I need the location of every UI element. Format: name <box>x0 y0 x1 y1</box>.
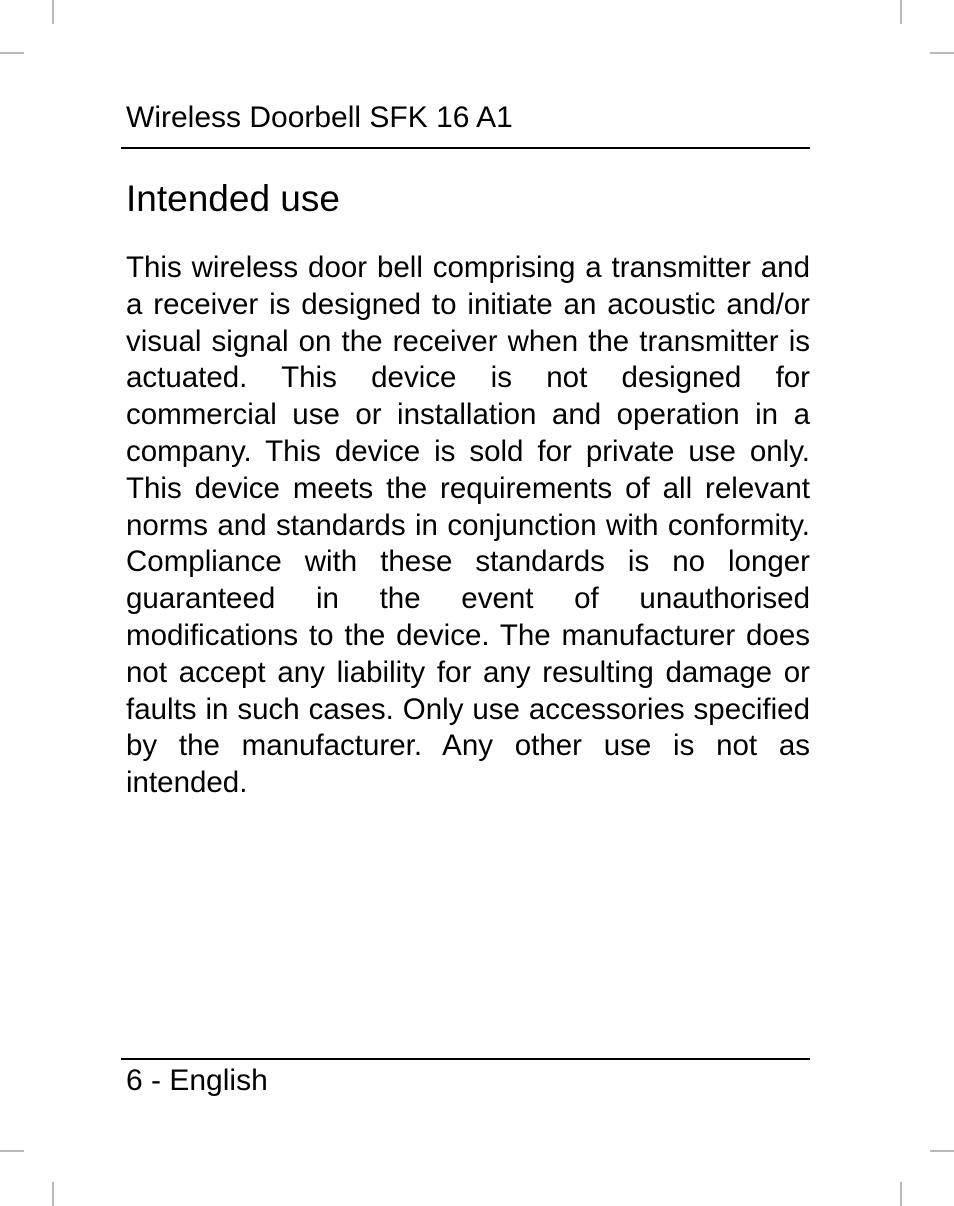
header-rule <box>121 147 810 149</box>
crop-mark-bottom-left-horizontal <box>0 1150 24 1152</box>
crop-mark-top-right-horizontal <box>930 52 954 54</box>
crop-mark-top-left-vertical <box>52 0 54 24</box>
footer-separator: - <box>142 1064 170 1097</box>
document-header-title: Wireless Doorbell SFK 16 A1 <box>126 101 513 134</box>
crop-mark-bottom-right-vertical <box>900 1182 902 1206</box>
crop-mark-bottom-left-vertical <box>52 1182 54 1206</box>
page-footer <box>126 1061 268 1101</box>
footer-language: English <box>169 1064 268 1097</box>
crop-mark-bottom-right-horizontal <box>930 1150 954 1152</box>
footer-rule <box>121 1058 810 1060</box>
section-heading: Intended use <box>126 178 340 219</box>
section-body-paragraph: This wireless door bell comprising a transmitter and a receiver is designed to initiate an acoustic and/or visual signal on the receiver when the transmitter is actuated. This device is not designed for commercial use or installation and operation in a company. This device is sold for private use only. This device meets the requirements of all relevant norms and standards in conjunction with conformity. Compliance with these standards is no longer guaranteed in the event of unauthorised modifications to the device. The manufacturer does not accept any liability for any resulting damage or faults in such cases. Only use accessories specified by the manufacturer. Any other use is not as intended. <box>126 251 810 800</box>
crop-mark-top-left-horizontal <box>0 52 24 54</box>
page-number: 6 <box>126 1064 143 1097</box>
crop-mark-top-right-vertical <box>900 0 902 24</box>
